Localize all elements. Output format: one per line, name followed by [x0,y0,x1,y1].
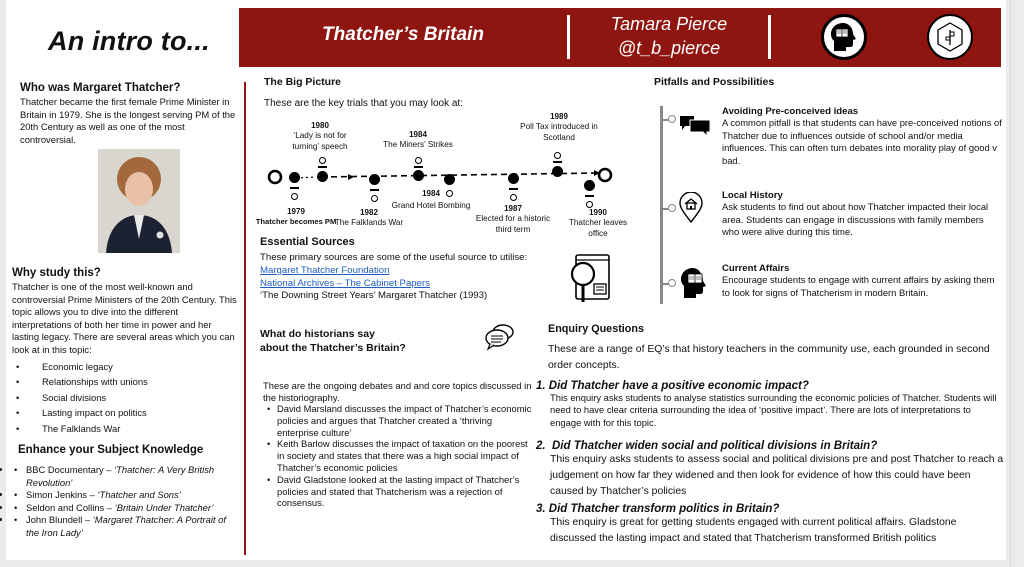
thatcher-portrait [98,149,180,253]
pitfall-item: Current Affairs Encourage students to engage with current affairs by asking them to look for signs of Thatcherism in modern Britain. [722,263,995,298]
event-1984-bombing-label: Grand Hotel Bombing [391,201,471,210]
list-item: • Keith Barlow discusses the impact of taxation on the poorest in society and states that there was a high social impact of Thatcher’s economic policies [263,438,535,473]
who-section [20,82,236,146]
pitfall-item: Avoiding Pre-conceived ideas A common pitfall is that students can have pre-conceived notions of Thatcher due to influences outside of school and/or media influences. This can often turn debates into morality play of good v bad. [722,106,1002,167]
event-1989: 1989 Poll Tax introduced in Scotland [520,112,598,142]
historians-intro: These are the ongoing debates and and core topics discussed in the historiography. [263,380,532,403]
timeline-marker [444,174,455,185]
list-item: • Social divisions [12,390,240,406]
list-item: • • John Blundell – ‘Margaret Thatcher: A Portrait of the Iron Lady’ [12,514,240,539]
head-book-icon [678,266,708,300]
pitfalls-heading: Pitfalls and Possibilities [654,76,775,88]
source-link-national-archives[interactable]: National Archives – The Cabinet Papers [260,277,430,289]
author-name: Tamara Pierce [610,14,728,34]
poster-title: Thatcher’s Britain [322,24,484,45]
enhance-list [12,464,240,540]
event-1984-bombing-year: 1984 [422,189,440,198]
sources-intro: These primary sources are some of the useful source to utilise: [260,252,528,263]
why-heading: Why study this? [12,267,101,279]
timeline-marker [508,173,519,184]
list-item: • • Seldon and Collins – ‘Britain Under Thatcher’ [12,502,240,515]
pitfall-item: Local History Ask students to find out about how Thatcher impacted their local area. Students can engage in discussions with family members who were alive during this time. [722,190,989,238]
big-picture-heading: The Big Picture [264,76,342,88]
enquiry-question-1: 1. Did Thatcher have a positive economic impact? This enquiry asks students to analyse statistics surrounding the economic policies of Thatcher. Students will need to have clear criteria surrounding the idea of ‘positive impact’. There are lots of interpretations to engage with for this topic. [536,380,997,428]
event-1990: 1990 Thatcher leaves office [568,208,628,238]
source-book: ‘The Downing Street Years’ Margaret Thatcher (1993) [260,290,488,302]
head-book-icon [821,14,867,60]
intro-title: An intro to... [48,26,210,56]
chat-bubbles-icon [678,112,714,138]
list-item: • David Marsland discusses the impact of Thatcher’s economic policies and argues that Thatcher created a ‘thriving enterprise culture’ [263,403,535,438]
historians-section [263,380,535,509]
sources-heading: Essential Sources [260,236,355,248]
title-banner [239,8,1001,67]
list-item: • • Simon Jenkins – ‘Thatcher and Sons’ [12,489,240,502]
timeline-marker [413,170,424,181]
list-item: • David Gladstone looked at the lasting impact of Thatcher’s policies and stated that Thatcherism was a rejection of consensus. [263,474,535,509]
list-item: • The Falklands War [12,421,240,437]
why-section [12,267,240,437]
vertical-scrollbar[interactable] [1010,0,1024,567]
banner-divider [768,15,771,59]
timeline-marker [369,174,380,185]
why-list [12,359,240,437]
enquiry-heading: Enquiry Questions [548,323,644,335]
timeline-marker [552,166,563,177]
event-1984-strikes: 1984 The Miners’ Strikes [383,130,453,149]
event-1980: 1980 ‘Lady is not for turning’ speech [292,121,348,151]
enhance-heading: Enhance your Subject Knowledge [18,444,204,456]
big-picture-intro: These are the key trials that you may look at: [264,98,463,109]
enquiry-intro: These are a range of EQ’s that history teachers in the community use, each grounded in second order concepts. [548,344,990,371]
timeline-marker [584,180,595,191]
poster-page [6,0,1006,560]
enhance-section [18,444,240,540]
timeline-marker [289,172,300,183]
event-1987: 1987 Elected for a historic third term [475,204,551,234]
event-1979: 1979 Thatcher becomes PM [255,207,337,226]
why-body: Thatcher is one of the most well-known and controversial Prime Ministers of the 20th Century. This topic allows you to dive into the different interpretations of both her time in power and her lasting legacy. There are several areas which you can look at in this topic: [12,281,237,355]
list-item: • Economic legacy [12,359,240,375]
pitfalls-timeline-rail [660,106,663,304]
historians-heading: What do historians say about the Thatcher’s Britain? [260,328,406,354]
column-divider [244,82,246,555]
list-item: • Relationships with unions [12,374,240,390]
who-body: Thatcher became the first female Prime Minister in Britain in 1979. She is the longest serving PM of the 20th Century as well as one of the most controversial. [20,96,236,145]
list-item: • • BBC Documentary – ‘Thatcher: A Very British Revolution’ [12,464,240,489]
magnifier-document-icon [568,252,612,308]
author-block [569,12,769,60]
author-handle[interactable]: @t_b_pierce [617,38,721,58]
event-1982: 1982 The Falklands War [334,208,404,227]
timeline-marker [317,171,328,182]
who-heading: Who was Margaret Thatcher? [20,82,181,94]
signpost-icon [927,14,973,60]
enquiry-question-3: 3. Did Thatcher transform politics in Britain? This enquiry is great for getting students engaged with current political affairs. Gladstone discussed the lasting impact and stated that Thatcherism transformed British politics [536,503,957,544]
location-home-icon [678,192,704,224]
sources-section [260,236,570,303]
enquiry-question-2: 2. Did Thatcher widen social and political divisions in Britain? This enquiry asks students to assess social and political divisions pre and post Thatcher to reach a judgement on how far they widened and then look for evidence of how this could have been caused by Thatcher’s policies [536,440,1004,497]
source-link-thatcher-foundation[interactable]: Margaret Thatcher Foundation [260,264,390,276]
historians-list [263,403,535,509]
speech-bubbles-icon [485,322,515,352]
list-item: • Lasting impact on politics [12,405,240,421]
